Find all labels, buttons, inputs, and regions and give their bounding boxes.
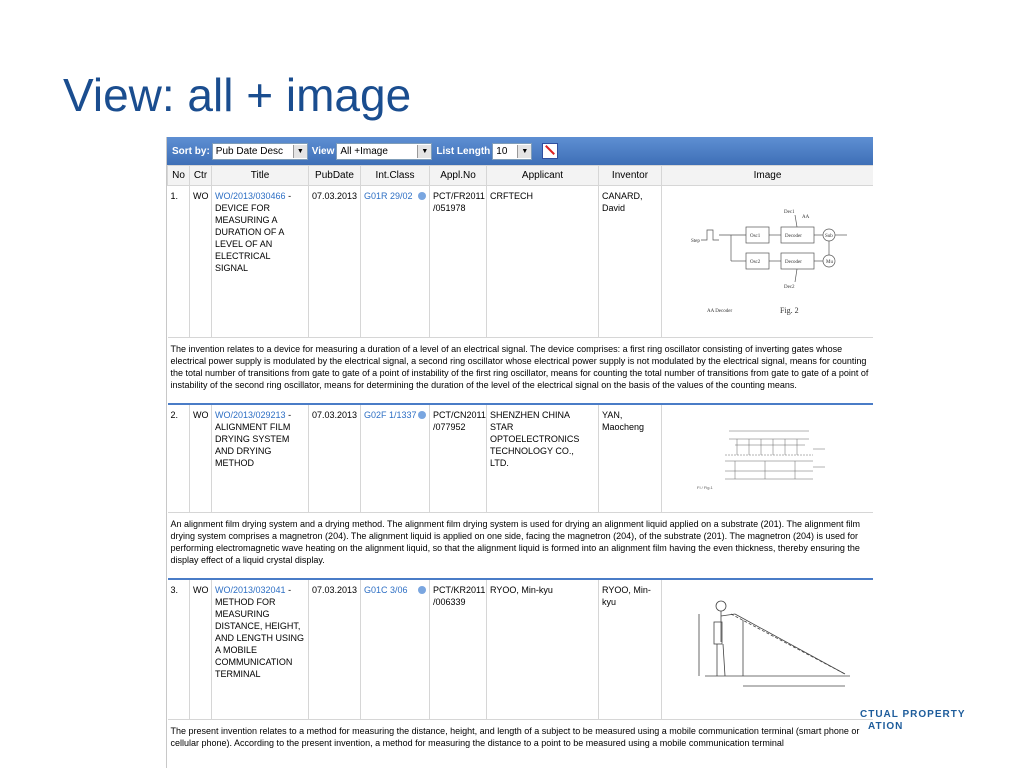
patentscope-results-screenshot [166, 137, 873, 768]
figure-osc1-label: Osc1 [750, 234, 761, 239]
column-header-ctr[interactable]: Ctr [190, 166, 212, 186]
column-header-no[interactable]: No [168, 166, 190, 186]
int-class-link[interactable]: G02F 1/1337 [364, 410, 417, 420]
result-applno: PCT/KR2011 /006339 [430, 580, 487, 720]
slide-title: View: all + image [63, 69, 412, 121]
wipo-logo [860, 709, 966, 733]
figure-legend-label: AA Decoder [707, 309, 733, 314]
figure-number-label: Fig. 2 [780, 306, 799, 315]
result-title: - METHOD FOR MEASURING DISTANCE, HEIGHT, AND LENGTH USING A MOBILE COMMUNICATION TERMINAL [215, 584, 305, 679]
list-length-select[interactable] [492, 143, 532, 160]
column-header-image[interactable]: Image [662, 166, 874, 186]
result-title-cell [212, 405, 309, 512]
result-applno: PCT/FR2011 /051978 [430, 186, 487, 338]
result-intclass-cell [361, 405, 430, 512]
publication-number-link[interactable]: WO/2013/029213 [215, 410, 286, 420]
column-header-pubdate[interactable]: PubDate [309, 166, 361, 186]
result-applicant: SHENZHEN CHINA STAR OPTOELECTRONICS TECHNOLOGY CO., LTD. [487, 405, 599, 512]
column-header-intclass[interactable]: Int.Class [361, 166, 430, 186]
int-class-link[interactable]: G01R 29/02 [364, 191, 413, 201]
figure-mu-label: Mu [826, 260, 833, 265]
list-length-label: List Length [436, 145, 491, 157]
result-image-cell [662, 186, 874, 338]
sort-by-select[interactable] [212, 143, 308, 160]
result-image-cell [662, 580, 874, 720]
result-abstract: The invention relates to a device for measuring a duration of a level of an electrical signal. The device comprises: a first ring oscillator consisting of inverting gates whose electrical power supply is modulated by the electrical signal, a second ring oscillator whose electrical power supply is not modulated by the electrical signal, means for counting the total number of transitions from gate to gate of a point of instability of the first ring oscillator, means for counting the total number of transitions from gate to gate of a point of instability of the second ring oscillator, means for determining the duration of the level of the electrical signal on the basis of the values of the counting means. [168, 338, 874, 402]
result-no: 2. [168, 405, 190, 512]
result-country: WO [190, 580, 212, 720]
table-row [168, 186, 874, 338]
table-row [168, 405, 874, 512]
figure-step-label: Step [691, 239, 700, 244]
result-intclass-cell [361, 186, 430, 338]
distance-measurement-thumbnail[interactable] [665, 584, 870, 709]
column-header-title[interactable]: Title [212, 166, 309, 186]
circuit-diagram-thumbnail[interactable] [667, 190, 872, 330]
view-label: View [311, 145, 335, 157]
chevron-down-icon[interactable]: ▼ [293, 145, 307, 158]
result-abstract: The present invention relates to a method for measuring the distance, height, and length of a subject to be measured using a mobile communication terminal (smart phone or cellular phone). According to the present invention, a method for measuring the distance to a point to be measured using a mobile communication terminal [168, 720, 874, 760]
column-header-applno[interactable]: Appl.No [430, 166, 487, 186]
result-inventor: YAN, Maocheng [599, 405, 662, 512]
result-country: WO [190, 186, 212, 338]
result-pubdate: 07.03.2013 [309, 580, 361, 720]
result-title-cell [212, 186, 309, 338]
result-applicant: CRFTECH [487, 186, 599, 338]
view-select[interactable] [336, 143, 432, 160]
result-intclass-cell [361, 580, 430, 720]
result-applicant: RYOO, Min-kyu [487, 580, 599, 720]
result-title-cell [212, 580, 309, 720]
logo-text-line2: ATION [868, 721, 904, 732]
figure-osc2-label: Osc2 [750, 260, 761, 265]
abstract-row [168, 338, 874, 402]
results-toolbar [167, 137, 873, 165]
table-row [168, 580, 874, 720]
export-spreadsheet-icon[interactable] [542, 143, 558, 159]
result-title: - ALIGNMENT FILM DRYING SYSTEM AND DRYING METHOD [215, 410, 292, 468]
figure-dec1-label: Dec1 [784, 210, 795, 215]
result-inventor: CANARD, David [599, 186, 662, 338]
publication-number-link[interactable]: WO/2013/032041 [215, 584, 286, 595]
result-image-cell [662, 405, 874, 512]
figure-number-label: FI / Fig.1 [697, 485, 713, 490]
int-class-link[interactable]: G01C 3/06 [364, 584, 408, 595]
sort-by-value: Pub Date Desc [215, 145, 284, 157]
info-icon[interactable] [418, 192, 426, 200]
result-inventor: RYOO, Min-kyu [599, 580, 662, 720]
abstract-row [168, 512, 874, 576]
result-title: - DEVICE FOR MEASURING A DURATION OF A LEVEL OF AN ELECTRICAL SIGNAL [215, 191, 292, 273]
result-pubdate: 07.03.2013 [309, 186, 361, 338]
column-header-inventor[interactable]: Inventor [599, 166, 662, 186]
result-abstract: An alignment film drying system and a drying method. The alignment film drying system is used for drying an alignment liquid applied on a substrate (201). The alignment film drying system comprises a magnetron (204). The alignment liquid is applied on one side, facing the magnetron (204), of the substrate (201). The magnetron (204) is used for performing electromagnetic wave heating on the alignment liquid, so that the alignment liquid is formed into an alignment film having the even thickness, thereby ensuring the display effect of a liquid crystal display. [168, 512, 874, 576]
info-icon[interactable] [418, 411, 426, 419]
result-pubdate: 07.03.2013 [309, 405, 361, 512]
figure-decoder2-label: Decoder [785, 260, 802, 265]
abstract-row [168, 720, 874, 760]
sort-by-label: Sort by: [172, 145, 210, 157]
view-value: All +Image [340, 145, 388, 157]
result-country: WO [190, 405, 212, 512]
chevron-down-icon[interactable]: ▼ [417, 145, 431, 158]
result-no: 1. [168, 186, 190, 338]
chevron-down-icon[interactable]: ▼ [517, 145, 531, 158]
list-length-value: 10 [496, 145, 508, 157]
result-no: 3. [168, 580, 190, 720]
drying-system-thumbnail[interactable] [665, 409, 870, 504]
figure-aa-label: AA [802, 215, 810, 220]
result-applno: PCT/CN2011 /077952 [430, 405, 487, 512]
figure-decoder1-label: Decoder [785, 234, 802, 239]
results-table [167, 165, 873, 759]
table-header-row [168, 166, 874, 186]
figure-sub-label: Sub [825, 234, 833, 239]
publication-number-link[interactable]: WO/2013/030466 [215, 191, 286, 201]
logo-text-line1: CTUAL PROPERTY [860, 709, 966, 720]
info-icon[interactable] [418, 586, 426, 594]
column-header-applicant[interactable]: Applicant [487, 166, 599, 186]
figure-dec2-label: Dec2 [784, 285, 795, 290]
